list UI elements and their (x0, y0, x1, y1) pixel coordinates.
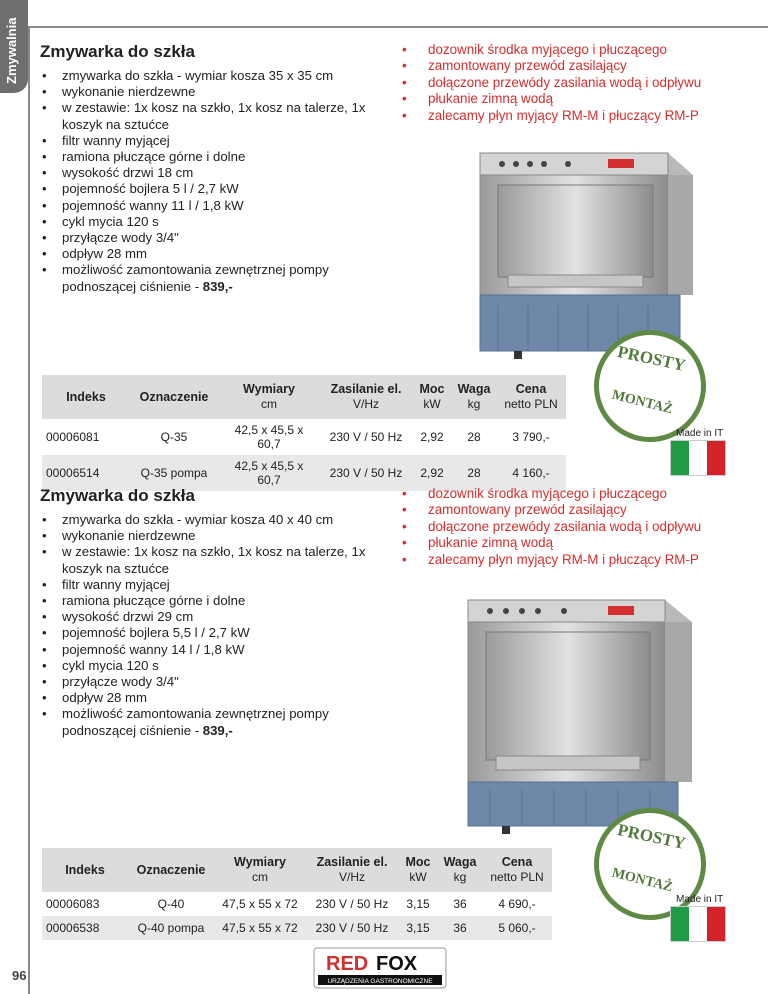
feature-item: • zalecamy płyn myjący RM-M i płuczący RM-P (402, 552, 732, 568)
product-title: Zmywarka do szkła (40, 42, 195, 61)
feature-item: • dozownik środka myjącego i płuczącego (402, 42, 732, 58)
col-header: Zasilanie el. V/Hz (306, 848, 398, 892)
feature-item: • dołączone przewódy zasilania wodą i odpływu (402, 519, 732, 535)
spec-item: • zmywarka do szkła - wymiar kosza 40 x 40 cm (42, 512, 372, 528)
cell-dims: 42,5 x 45,5 x 60,7 (218, 419, 320, 455)
col-header: Indeks (42, 848, 128, 892)
logo-red: RED (326, 953, 369, 975)
cell-index: 00006081 (42, 419, 130, 455)
spec-item: • pojemność bojlera 5 l / 2,7 kW (42, 181, 372, 197)
cell-price: 4 160,- (496, 455, 566, 491)
spec-item: • wykonanie nierdzewne (42, 528, 372, 544)
cell-index: 00006083 (42, 892, 128, 916)
feature-item: • płukanie zimną wodą (402, 535, 732, 551)
italy-flag-icon (670, 906, 726, 942)
cell-index: 00006514 (42, 455, 130, 491)
section-tab-label: Zmywalnia (4, 17, 19, 84)
logo-tagline: URZĄDZENIA GASTRONOMICZNE (327, 978, 433, 985)
easy-install-stamp (594, 330, 706, 442)
spec-item: • przyłącze wody 3/4" (42, 230, 372, 246)
cell-supply: 230 V / 50 Hz (306, 892, 398, 916)
feature-item: • zalecamy płyn myjący RM-M i płuczący RM-P (402, 108, 732, 124)
feature-item: • dołączone przewódy zasilania wodą i odpływu (402, 75, 732, 91)
col-header: Indeks (42, 375, 130, 419)
spec-item: • w zestawie: 1x kosz na szkło, 1x kosz na talerze, 1x koszyk na sztućce (42, 100, 372, 132)
cell-power: 2,92 (412, 455, 452, 491)
spec-item: • filtr wanny myjącej (42, 133, 372, 149)
spec-item-pump (42, 706, 372, 738)
cell-power: 3,15 (398, 892, 438, 916)
cell-name: Q-40 pompa (128, 916, 214, 940)
product-section-2 (28, 470, 768, 950)
feature-item: • zamontowany przewód zasilający (402, 502, 732, 518)
col-header: Oznaczenie (130, 375, 218, 419)
spec-item-pump (42, 262, 372, 294)
spec-item: • cykl mycia 120 s (42, 214, 372, 230)
made-in-label: Made in IT (676, 894, 724, 905)
spec-item: • pojemność wanny 11 l / 1,8 kW (42, 198, 372, 214)
col-header: Moc kW (412, 375, 452, 419)
section-tab (0, 0, 28, 93)
cell-supply: 230 V / 50 Hz (306, 916, 398, 940)
cell-power: 3,15 (398, 916, 438, 940)
spec-item: • filtr wanny myjącej (42, 577, 372, 593)
logo-black: FOX (376, 953, 418, 975)
pump-price: 839,- (202, 278, 233, 294)
pump-price: 839,- (202, 722, 233, 738)
feature-list (402, 42, 732, 124)
spec-pump-text: możliwość zamontowania zewnętrznej pompy podnoszącej ciśnienie - (62, 706, 329, 738)
feature-item: • płukanie zimną wodą (402, 91, 732, 107)
spec-item: • pojemność wanny 14 l / 1,8 kW (42, 642, 372, 658)
spec-list (42, 512, 372, 739)
cell-power: 2,92 (412, 419, 452, 455)
stamp-text: MONTAŻ (610, 865, 674, 896)
col-header: Zasilanie el. V/Hz (320, 375, 412, 419)
cell-name: Q-40 (128, 892, 214, 916)
cell-dims: 47,5 x 55 x 72 (214, 892, 306, 916)
spec-item: • ramiona płuczące górne i dolne (42, 593, 372, 609)
cell-price: 5 060,- (482, 916, 552, 940)
col-header: Oznaczenie (128, 848, 214, 892)
spec-item: • cykl mycia 120 s (42, 658, 372, 674)
spec-item: • wysokość drzwi 29 cm (42, 609, 372, 625)
spec-item: • zmywarka do szkła - wymiar kosza 35 x 35 cm (42, 68, 372, 84)
cell-supply: 230 V / 50 Hz (320, 455, 412, 491)
col-header: Cena netto PLN (496, 375, 566, 419)
product-title: Zmywarka do szkła (40, 486, 195, 505)
stamp-text: PROSTY (615, 342, 688, 375)
stamp-text: MONTAŻ (610, 387, 674, 418)
col-header: Moc kW (398, 848, 438, 892)
feature-list (402, 486, 732, 568)
spec-pump-text: możliwość zamontowania zewnętrznej pompy podnoszącej ciśnienie - (62, 262, 329, 294)
spec-list (42, 68, 372, 295)
spec-item: • pojemność bojlera 5,5 l / 2,7 kW (42, 625, 372, 641)
cell-price: 4 690,- (482, 892, 552, 916)
spec-table (42, 848, 552, 940)
cell-dims: 47,5 x 55 x 72 (214, 916, 306, 940)
col-header: Wymiary cm (218, 375, 320, 419)
cell-weight: 28 (452, 455, 496, 491)
cell-dims: 42,5 x 45,5 x 60,7 (218, 455, 320, 491)
cell-index: 00006538 (42, 916, 128, 940)
feature-item: • zamontowany przewód zasilający (402, 58, 732, 74)
table-row (42, 419, 566, 455)
spec-item: • odpływ 28 mm (42, 690, 372, 706)
spec-item: • przyłącze wody 3/4" (42, 674, 372, 690)
cell-weight: 28 (452, 419, 496, 455)
col-header: Waga kg (452, 375, 496, 419)
stamp-text: PROSTY (615, 820, 688, 853)
page-number: 96 (12, 968, 27, 983)
redfox-logo (312, 946, 448, 990)
col-header: Waga kg (438, 848, 482, 892)
col-header: Cena netto PLN (482, 848, 552, 892)
cell-weight: 36 (438, 892, 482, 916)
cell-name: Q-35 pompa (130, 455, 218, 491)
spec-item: • wykonanie nierdzewne (42, 84, 372, 100)
cell-price: 3 790,- (496, 419, 566, 455)
spec-item: • odpływ 28 mm (42, 246, 372, 262)
product-section-1 (28, 0, 768, 487)
made-in-label: Made in IT (676, 428, 724, 439)
table-row (42, 916, 552, 940)
feature-item: • dozownik środka myjącego i płuczącego (402, 486, 732, 502)
col-header: Wymiary cm (214, 848, 306, 892)
spec-item: • ramiona płuczące górne i dolne (42, 149, 372, 165)
spec-item: • w zestawie: 1x kosz na szkło, 1x kosz na talerze, 1x koszyk na sztućce (42, 544, 372, 576)
dishwasher-image (460, 592, 700, 838)
table-row (42, 892, 552, 916)
cell-name: Q-35 (130, 419, 218, 455)
cell-supply: 230 V / 50 Hz (320, 419, 412, 455)
spec-item: • wysokość drzwi 18 cm (42, 165, 372, 181)
cell-weight: 36 (438, 916, 482, 940)
